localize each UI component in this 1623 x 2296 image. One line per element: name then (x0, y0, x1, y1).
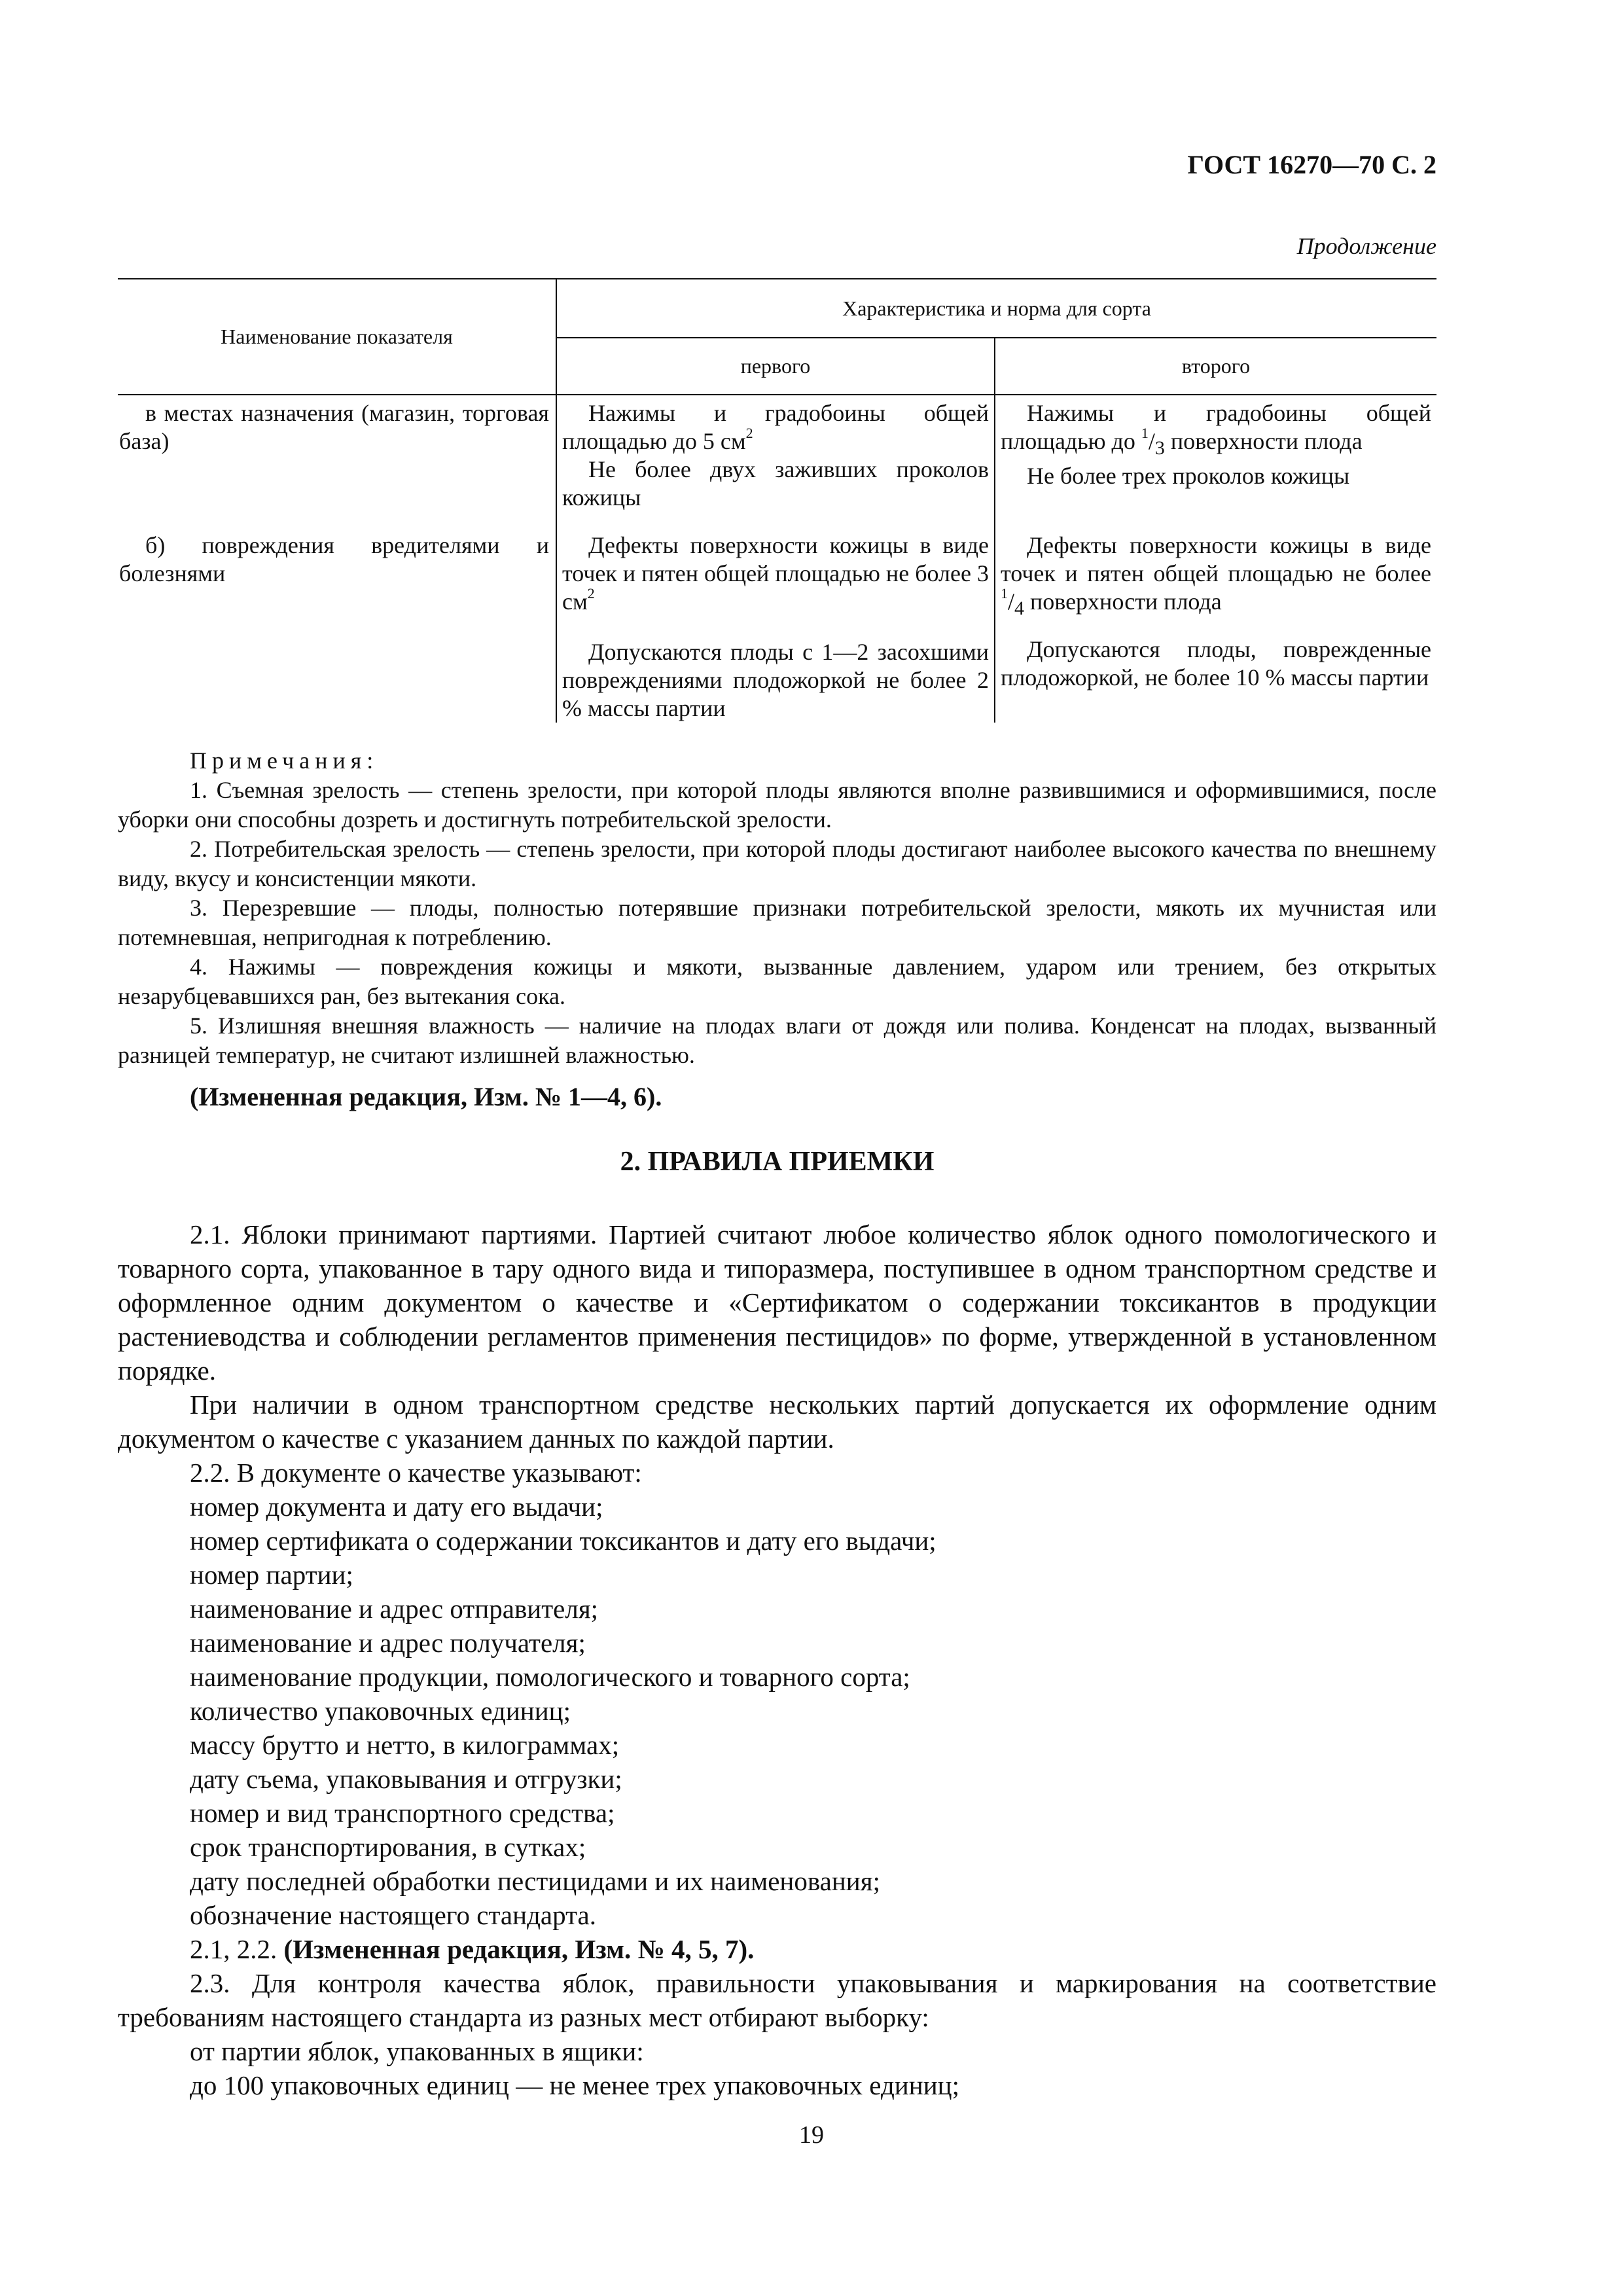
page-number: 19 (799, 2121, 824, 2149)
list-item: обозначение настоящего стандарта. (190, 1900, 596, 1930)
grade-first-cell (556, 395, 995, 512)
grade-second-text-2: Допускаются плоды, поврежденные плодожоркой, не более 10 % массы партии (1001, 636, 1432, 691)
paragraph: 2.2. В документе о качестве указывают: (190, 1458, 642, 1488)
table-row (118, 395, 1436, 512)
grade-first-text: Дефекты поверхности кожицы в виде точек и пятен общей площадью не более 3 $см^2$ (562, 532, 989, 615)
paragraph: 2.1. Яблоки принимают партиями. Партией считают любое количество яблок одного помологического и товарного сорта, упакованное в тару одного вида и типоразмера, поступившее в одном транспортном средстве и оформленное одним документом о качестве и «Сертификатом о содержании токсикантов в продукции растениеводства и соблюдении регламентов применения пестицидов» по форме, утвержденной в установленном порядке. (118, 1219, 1436, 1386)
grade-second-text: Нажимы и градобоины общей площадью до $^1/_3$ поверхности плода (1001, 400, 1432, 459)
list-item: наименование и адрес отправителя; (190, 1594, 599, 1624)
continuation-label: Продолжение (1296, 233, 1436, 259)
row-name: в местах назначения (магазин, торговая база) (119, 400, 549, 454)
grade-first-text: Нажимы и градобоины общей площадью до 5 $см^2$ (562, 400, 989, 454)
grade-second-text-2: Не более трех проколов кожицы (1027, 463, 1350, 490)
section-title: 2. ПРАВИЛА ПРИЕМКИ (620, 1147, 935, 1177)
amendment-line: 2.1, 2.2. (Измененная редакция, Изм. № 4, 5, 7). (190, 1934, 755, 1964)
list-item: номер сертификата о содержании токсикантов и дату его выдачи; (190, 1526, 936, 1556)
requirements-table (118, 278, 1436, 723)
list-item: номер и вид транспортного средства; (190, 1798, 615, 1828)
paragraph: 2.3. Для контроля качества яблок, правильности упаковывания и маркирования на соответствие требованиям настоящего стандарта из разных мест отбирают выборку: (118, 1968, 1436, 2032)
list-item: массу брутто и нетто, в килограммах; (190, 1730, 620, 1760)
list-item: количество упаковочных единиц; (190, 1696, 571, 1726)
list-item: номер документа и дату его выдачи; (190, 1492, 603, 1522)
grade-second-cell (995, 395, 1436, 512)
row-name-cell (118, 512, 556, 723)
note-item: 3. Перезревшие — плоды, полностью потерявшие признаки потребительской зрелости, мякоть их мучнистая или потемневшая, непригодная к потреблению. (118, 895, 1436, 950)
list-item: наименование продукции, помологического и товарного сорта; (190, 1662, 910, 1692)
section-body (118, 1217, 1436, 2102)
grade-first-cell (556, 512, 995, 723)
note-item: 5. Излишняя внешняя влажность — наличие на плодах влаги от дождя или полива. Конденсат на плодах, вызванный разницей температур, не считают излишней влажностью. (118, 1013, 1436, 1068)
list-item: дату последней обработки пестицидами и их наименования; (190, 1866, 880, 1896)
table-row (118, 512, 1436, 723)
header-characteristic: Характеристика и норма для сорта (556, 279, 1436, 338)
notes-title: Примечания: (190, 747, 379, 774)
paragraph: до 100 упаковочных единиц — не менее трех упаковочных единиц; (190, 2070, 959, 2100)
note-item: 4. Нажимы — повреждения кожицы и мякоти, вызванные давлением, ударом или трением, без открытых незарубцевавшихся ран, без вытекания сока. (118, 954, 1436, 1009)
list-item: дату съема, упаковывания и отгрузки; (190, 1764, 622, 1794)
list-item: срок транспортирования, в сутках; (190, 1832, 586, 1862)
grade-second-cell (995, 512, 1436, 723)
notes-block (118, 746, 1436, 1177)
note-item: 1. Съемная зрелость — степень зрелости, при которой плоды являются вполне развившимися и оформившимися, после уборки они способны дозреть и достигнуть потребительской зрелости. (118, 777, 1436, 833)
note-item: 2. Потребительская зрелость — степень зрелости, при которой плоды достигают наиболее высокого качества по внешнему виду, вкусу и консистенции мякоти. (118, 836, 1436, 891)
header-indicator-name: Наименование показателя (118, 279, 556, 395)
paragraph: При наличии в одном транспортном средстве нескольких партий допускается их оформление одним документом о качестве с указанием данных по каждой партии. (118, 1390, 1436, 1454)
standard-header: ГОСТ 16270—70 С. 2 (1187, 150, 1436, 179)
row-name-cell (118, 395, 556, 512)
row-name: б) повреждения вредителями и болезнями (119, 532, 549, 586)
header-grade-first: первого (556, 338, 995, 395)
list-item: номер партии; (190, 1560, 353, 1590)
notes-amendment: (Измененная редакция, Изм. № 1—4, 6). (190, 1082, 662, 1111)
grade-second-text: Дефекты поверхности кожицы в виде точек и пятен общей площадью не более $^1/_4$ поверхности плода (1001, 532, 1432, 620)
grade-first-text-2: Допускаются плоды с 1—2 засохшими повреждениями плодожоркой не более 2 % массы партии (562, 639, 989, 721)
header-grade-second: второго (995, 338, 1436, 395)
list-item: наименование и адрес получателя; (190, 1628, 586, 1658)
paragraph: от партии яблок, упакованных в ящики: (190, 2036, 644, 2066)
grade-first-text-2: Не более двух заживших проколов кожицы (562, 456, 989, 511)
